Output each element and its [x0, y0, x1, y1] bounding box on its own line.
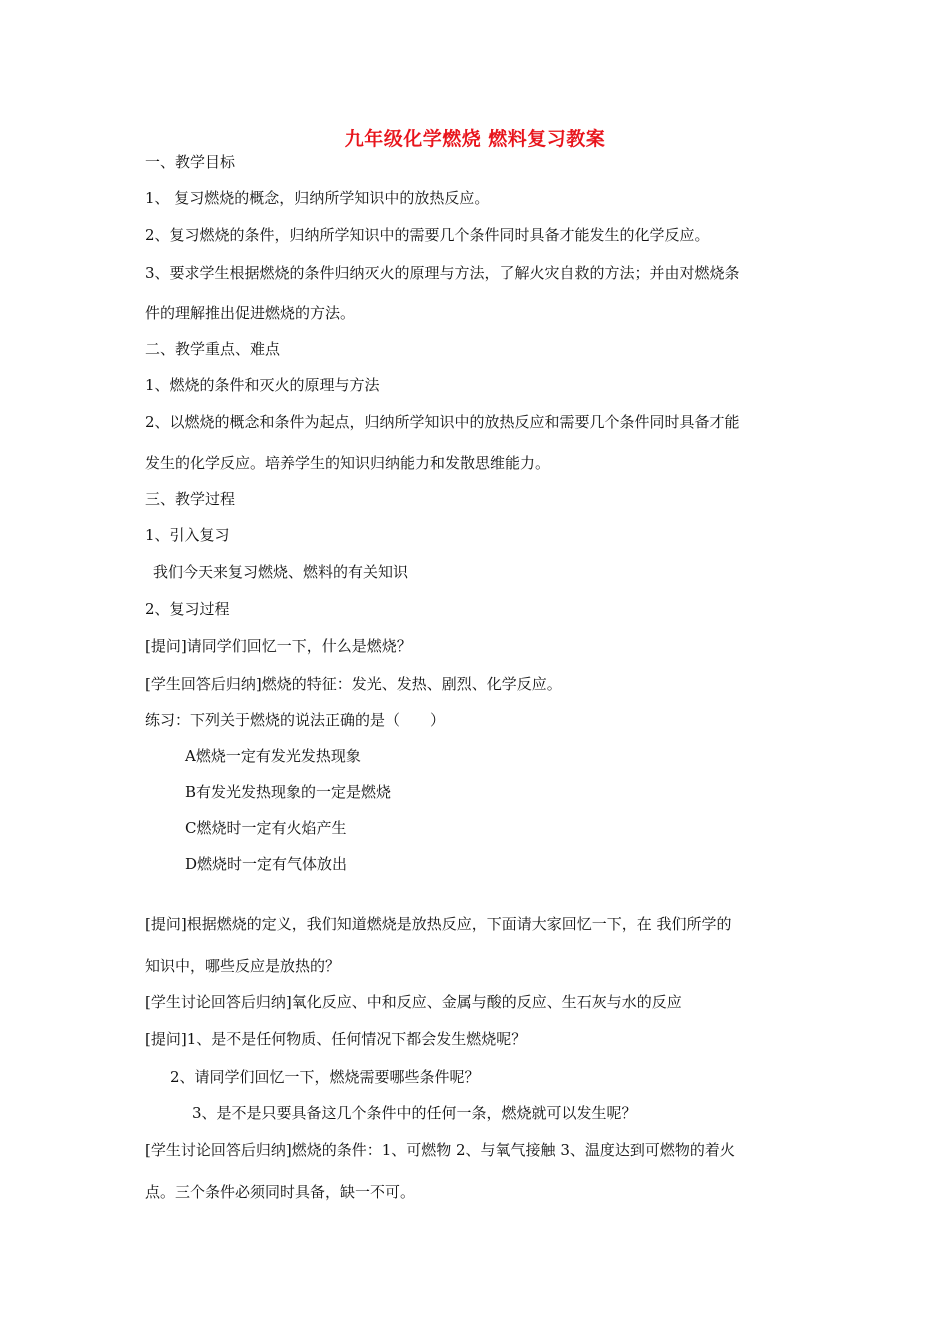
paragraph-line: 2、请同学们回忆一下，燃烧需要哪些条件呢？ [170, 1068, 480, 1086]
paragraph-line: 3、是不是只要具备这几个条件中的任何一条，燃烧就可以发生呢？ [192, 1104, 637, 1122]
section-heading: 三、教学过程 [145, 490, 236, 508]
paragraph-line: 知识中，哪些反应是放热的？ [145, 957, 341, 975]
paragraph-line: 件的理解推出促进燃烧的方法。 [145, 304, 356, 322]
section-heading: 一、教学目标 [145, 153, 236, 171]
paragraph-line: 1、燃烧的条件和灭火的原理与方法 [145, 376, 380, 394]
answer-option-a: A燃烧一定有发光发热现象 [185, 747, 361, 765]
paragraph-line: 点。三个条件必须同时具备，缺一不可。 [145, 1183, 416, 1201]
answer-option-d: D燃烧时一定有气体放出 [185, 855, 348, 873]
paragraph-line: [提问]根据燃烧的定义，我们知道燃烧是放热反应，下面请大家回忆一下，在 我们所学的 [145, 915, 732, 933]
paragraph-line: 我们今天来复习燃烧、燃料的有关知识 [153, 563, 409, 581]
paragraph-line: 2、复习燃烧的条件，归纳所学知识中的需要几个条件同时具备才能发生的化学反应。 [145, 226, 710, 244]
section-heading: 二、教学重点、难点 [145, 340, 281, 358]
paragraph-line: 发生的化学反应。培养学生的知识归纳能力和发散思维能力。 [145, 454, 551, 472]
answer-option-c: C燃烧时一定有火焰产生 [185, 819, 347, 837]
paragraph-line: [提问]请同学们回忆一下，什么是燃烧？ [145, 637, 412, 655]
paragraph-line: 1、 复习燃烧的概念，归纳所学知识中的放热反应。 [145, 189, 490, 207]
paragraph-line: 2、复习过程 [145, 600, 230, 618]
paragraph-line: [提问]1、是不是任何物质、任何情况下都会发生燃烧呢？ [145, 1030, 527, 1048]
answer-option-b: B有发光发热现象的一定是燃烧 [185, 783, 392, 801]
paragraph-line: 练习：下列关于燃烧的说法正确的是（ ） [145, 711, 446, 729]
paragraph-line: [学生讨论回答后归纳]燃烧的条件：1、可燃物 2、与氧气接触 3、温度达到可燃物的着火 [145, 1141, 735, 1159]
paragraph-line: [学生讨论回答后归纳]氧化反应、中和反应、金属与酸的反应、生石灰与水的反应 [145, 993, 682, 1011]
paragraph-line: 3、要求学生根据燃烧的条件归纳灭火的原理与方法，了解火灾自救的方法；并由对燃烧条 [145, 264, 740, 282]
paragraph-line: 2、以燃烧的概念和条件为起点，归纳所学知识中的放热反应和需要几个条件同时具备才能 [145, 413, 740, 431]
document-title: 九年级化学燃烧 燃料复习教案 [344, 128, 606, 150]
paragraph-line: [学生回答后归纳]燃烧的特征：发光、发热、剧烈、化学反应。 [145, 675, 562, 693]
paragraph-line: 1、引入复习 [145, 526, 230, 544]
